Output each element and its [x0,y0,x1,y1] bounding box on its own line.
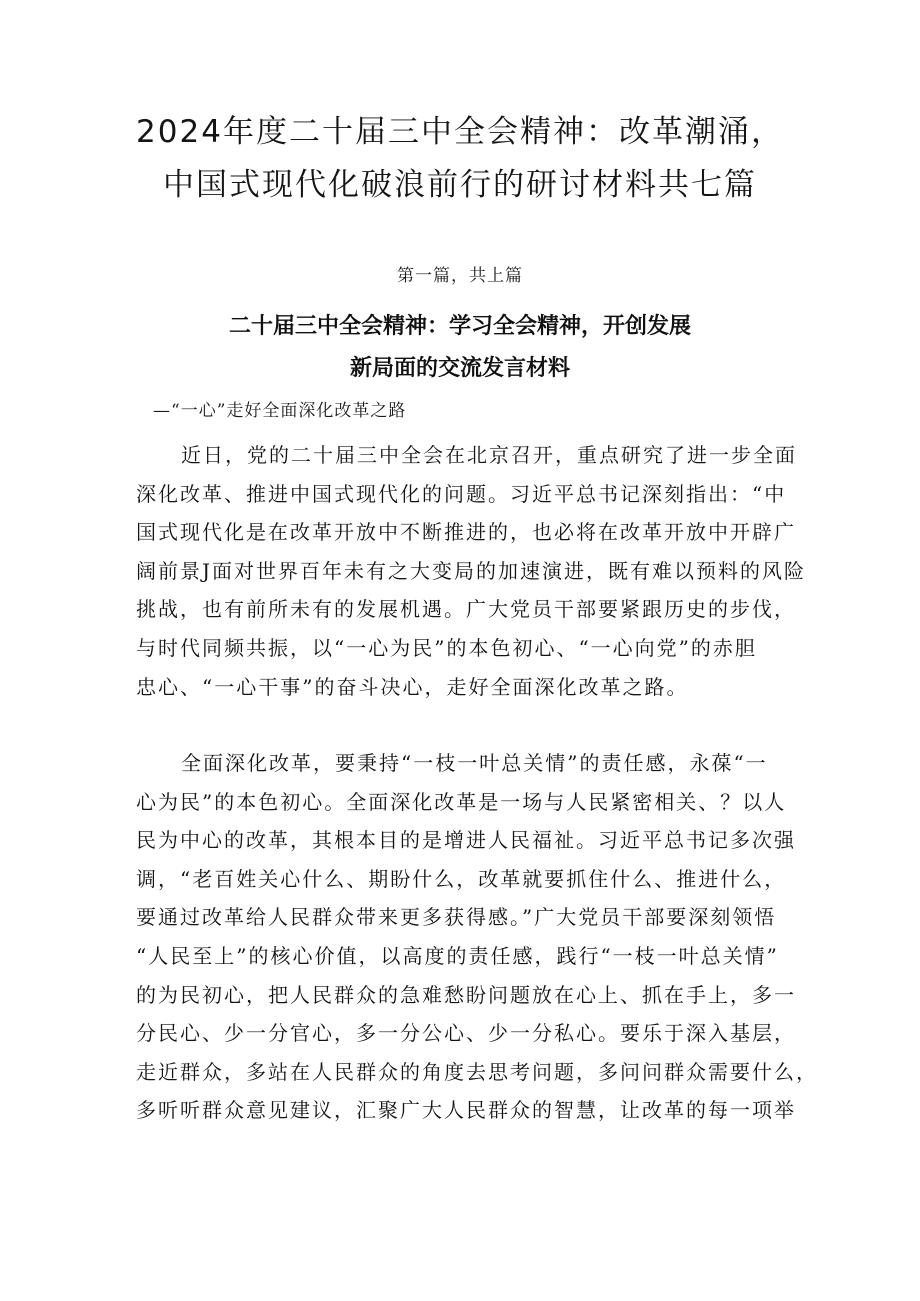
paragraph-line: 调，“老百姓关心什么、期盼什么，改革就要抓住什么、推进什么， [136,866,787,891]
paragraph-line: 民为中心的改革，其根本目的是增进人民福祉。习近平总书记多次强 [136,828,796,853]
paragraph-line: 近日，党的二十届三中全会在北京召开，重点研究了进一步全面 [181,443,797,467]
paragraph-line: 走近群众，多站在人民群众的角度去思考问题，多问问群众需要什么， [136,1059,818,1084]
document-title-line-2: 中国式现代化破浪前行的研讨材料共七篇 [163,167,757,203]
paragraph-line: 阔前景J面对世界百年未有之大变局的加速演进，既有难以预料的风险 [136,558,807,583]
paragraph-line: 挑战，也有前所未有的发展机遇。广大党员干部要紧跟历史的步伐， [136,597,796,622]
subtitle-line-2: 新局面的交流发言材料 [349,356,570,381]
paragraph-line: 要通过改革给人民群众带来更多获得感。”广大党员干部要深刻领悟 [136,905,777,930]
paragraph-line: 多听听群众意见建议，汇聚广大人民群众的智慧，让改革的每一项举 [136,1098,796,1123]
document-title-line-1: 2024年度二十届三中全会精神：改革潮涌， [136,114,784,150]
paragraph-line: 深化改革、推进中国式现代化的问题。习近平总书记深刻指出：“中 [136,481,787,506]
paragraph-line: 分民心、少一分官心，多一分公心、少一分私心。要乐于深入基层， [136,1021,796,1046]
part-label: 第一篇，共上篇 [397,266,523,286]
paragraph-line: 与时代同频共振，以“一心为民”的本色初心、“一心向党”的赤胆 [136,635,757,660]
paragraph-2 [136,744,818,1130]
paragraph-line: 忠心、“一心干事”的奋斗决心，走好全面深化改革之路。 [136,674,689,699]
paragraph-line: 心为民”的本色初心。全面深化改革是一场与人民紧密相关、？以人 [136,789,787,814]
paragraph-line: 国式现代化是在改革开放中不断推进的，也必将在改革开放中开辟广 [136,520,796,545]
subtitle-line-1: 二十届三中全会精神：学习全会精神，开创发展 [228,314,691,339]
paragraph-line: “人民至上”的核心价值，以高度的责任感，践行“一枝一叶总关情” [136,943,779,968]
paragraph-line: 的为民初心，把人民群众的急难愁盼问题放在心上、抓在手上，多一 [136,982,796,1007]
paragraph-1 [136,436,807,706]
tagline: —“一心”走好全面深化改革之路 [153,401,407,421]
paragraph-line: 全面深化改革，要秉持“一枝一叶总关情”的责任感，永葆“一 [181,751,768,775]
